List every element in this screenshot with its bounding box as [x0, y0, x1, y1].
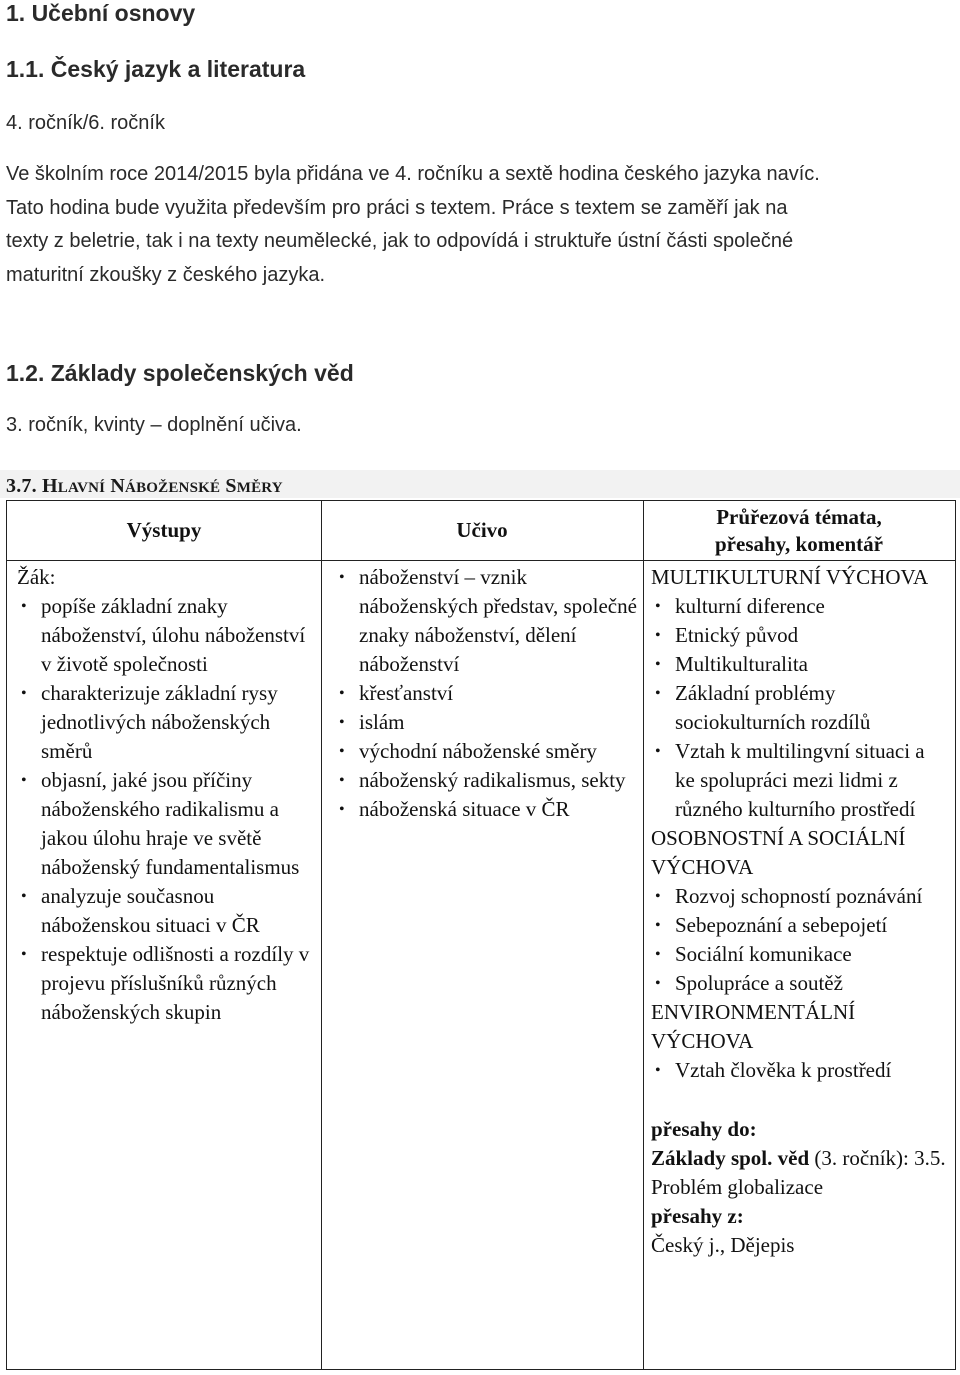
- presahy-do-label: přesahy do:: [651, 1117, 757, 1141]
- prurezova-body: [643, 561, 955, 1260]
- environmentalni-list: [651, 1056, 949, 1085]
- ucivo-body: [321, 561, 643, 824]
- heading-ucebni-osnovy: 1. Učební osnovy: [6, 0, 196, 26]
- group-title-multikulturni: MULTIKULTURNÍ VÝCHOVA: [651, 565, 929, 589]
- zak-label: Žák:: [17, 565, 56, 589]
- vystupy-body: [7, 561, 321, 1027]
- list-item: • islám: [335, 708, 637, 737]
- list-item: • náboženský radikalismus, sekty: [335, 766, 637, 795]
- heading-zaklady-spolecenskych-ved: 1.2. Základy společenských věd: [6, 360, 354, 386]
- list-item: • Základní problémy sociokulturních rozdílů: [651, 679, 949, 737]
- heading-cesky-jazyk: 1.1. Český jazyk a literatura: [6, 56, 306, 82]
- subheading-rocnik: 4. ročník/6. ročník: [6, 112, 165, 134]
- vystupy-list: [17, 592, 315, 1027]
- multikulturni-list: [651, 592, 949, 824]
- list-item: • východní náboženské směry: [335, 737, 637, 766]
- list-item: • popíše základní znaky náboženství, úlohu náboženství v životě společnosti: [17, 592, 315, 679]
- header-prurezova-temata: [643, 501, 955, 561]
- section-heading-nabozenske-smery: [6, 475, 283, 498]
- paragraph-line: texty z beletrie, tak i na texty neumělecké, jak to odpovídá i struktuře ústní části společné: [6, 230, 794, 252]
- osobnostni-list: [651, 882, 949, 998]
- curriculum-table: [6, 500, 956, 1370]
- list-item: • Etnický původ: [651, 621, 949, 650]
- group-title-environmentalni: ENVIRONMENTÁLNÍ VÝCHOVA: [651, 1000, 856, 1053]
- column-ucivo: [321, 501, 644, 1369]
- intro-paragraph: [6, 158, 951, 292]
- paragraph-line: maturitní zkoušky z českého jazyka.: [6, 263, 326, 286]
- presahy-z-label: přesahy z:: [651, 1204, 744, 1228]
- list-item: • Multikulturalita: [651, 650, 949, 679]
- list-item: • Sebepoznání a sebepojetí: [651, 911, 949, 940]
- header-line: Průřezová témata,: [716, 504, 882, 529]
- subheading-kvinty: 3. ročník, kvinty – doplnění učiva.: [6, 414, 302, 436]
- list-item: • Vztah k multilingvní situaci a ke spolupráci mezi lidmi z různého kulturního prostředí: [651, 737, 949, 824]
- ucivo-list: [335, 563, 637, 824]
- list-item: • kulturní diference: [651, 592, 949, 621]
- list-item: • náboženství – vznik náboženských představ, společné znaky náboženství, dělení náboženství: [335, 563, 637, 679]
- list-item: • Spolupráce a soutěž: [651, 969, 949, 998]
- column-prurezova-temata: [643, 501, 955, 1369]
- header-ucivo: Učivo: [321, 501, 643, 561]
- presahy-z-text: Český j., Dějepis: [651, 1233, 795, 1257]
- list-item: • náboženská situace v ČR: [335, 795, 637, 824]
- presahy-do-text: Základy spol. věd (3. ročník): 3.5. Problém globalizace: [651, 1146, 946, 1199]
- group-title-osobnostni: OSOBNOSTNÍ A SOCIÁLNÍ VÝCHOVA: [651, 826, 906, 879]
- list-item: • Vztah člověka k prostředí: [651, 1056, 949, 1085]
- list-item: • charakterizuje základní rysy jednotlivých náboženských směrů: [17, 679, 315, 766]
- paragraph-line: Tato hodina bude využita především pro práci s textem. Práce s textem se zaměří jak na: [6, 196, 788, 219]
- list-item: • křesťanství: [335, 679, 637, 708]
- list-item: • analyzuje současnou náboženskou situaci v ČR: [17, 882, 315, 940]
- list-item: • respektuje odlišnosti a rozdíly v projevu příslušníků různých náboženských skupin: [17, 940, 315, 1027]
- list-item: • Sociální komunikace: [651, 940, 949, 969]
- column-vystupy: [7, 501, 322, 1369]
- list-item: • objasní, jaké jsou příčiny náboženského radikalismu a jakou úlohu hraje ve světě náboženský fundamentalismus: [17, 766, 315, 882]
- header-vystupy: Výstupy: [7, 501, 321, 561]
- list-item: • Rozvoj schopností poznávání: [651, 882, 949, 911]
- section-number: 3.7.: [6, 475, 42, 497]
- header-line: přesahy, komentář: [715, 531, 883, 556]
- section-title: HLAVNÍ NÁBOŽENSKÉ SMĚRY: [42, 475, 283, 497]
- paragraph-line: Ve školním roce 2014/2015 byla přidána ve 4. ročníku a sextě hodina českého jazyka navíc.: [6, 163, 820, 185]
